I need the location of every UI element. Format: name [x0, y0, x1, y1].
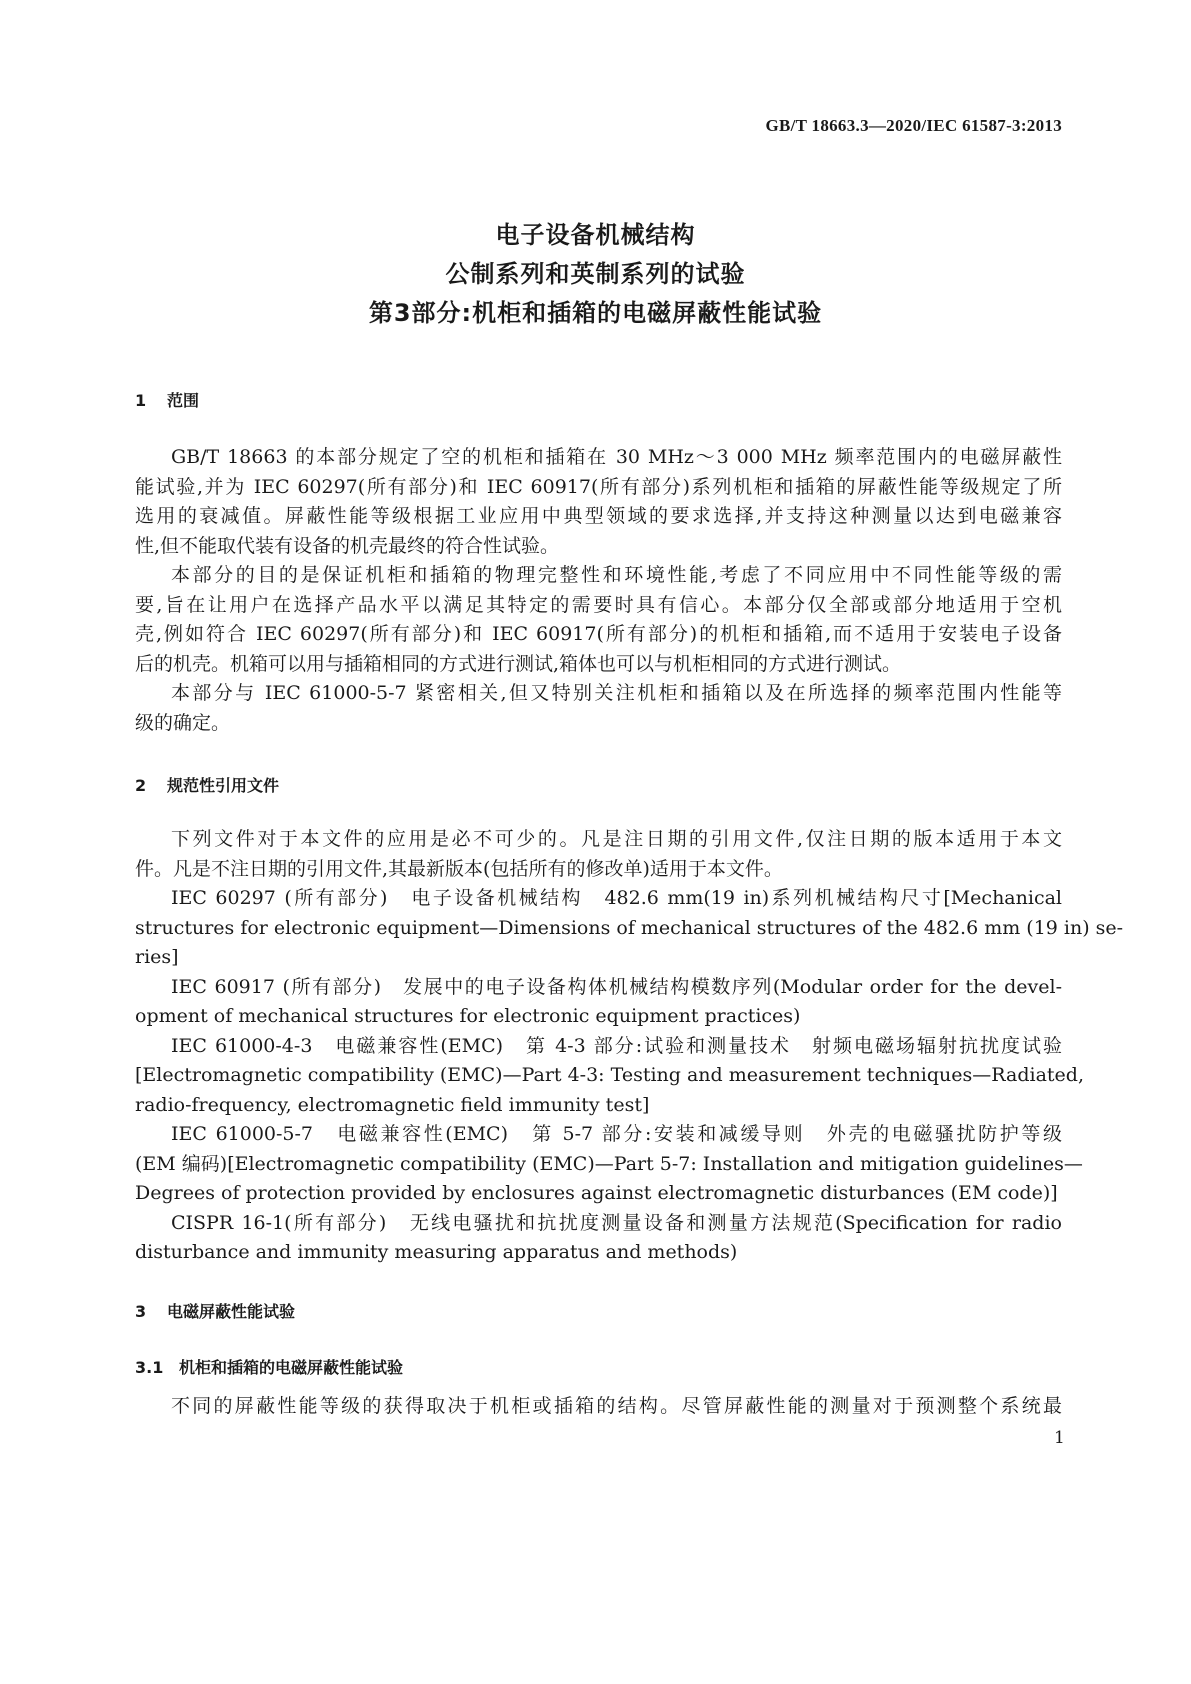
paragraph	[135, 1392, 1062, 1422]
section-heading-em-shielding-test	[135, 1299, 295, 1322]
text-line: IEC 61000-5-7 电磁兼容性(EMC) 第 5-7 部分:安装和减缓导则 外壳的电磁骚扰防护等级	[171, 1123, 1062, 1145]
text-line: 能试验,并为 IEC 60297(所有部分)和 IEC 60917(所有部分)系列机柜和插箱的屏蔽性能等级规定了所	[135, 475, 1062, 498]
paragraph	[135, 973, 1062, 1032]
text-line: 不同的屏蔽性能等级的获得取决于机柜或插箱的结构。尽管屏蔽性能的测量对于预测整个系统最	[171, 1395, 1062, 1417]
text-line: 级的确定。	[135, 711, 231, 734]
subsection-heading-3-1	[135, 1355, 403, 1378]
text-line: 后的机壳。机箱可以用与插箱相同的方式进行测试,箱体也可以与机柜相同的方式进行测试。	[135, 652, 902, 675]
text-line: 本部分与 IEC 61000-5-7 紧密相关,但又特别关注机柜和插箱以及在所选择的频率范围内性能等	[171, 682, 1062, 704]
paragraph	[135, 1032, 1084, 1121]
text-line: (EM 编码)[Electromagnetic compatibility (EMC)—Part 5-7: Installation and mitigation guidelines—	[135, 1152, 1083, 1175]
text-line: 性,但不能取代装有设备的机壳最终的符合性试验。	[135, 534, 560, 557]
paragraph	[135, 884, 1124, 973]
document-title-line-3: 第3部分:机柜和插箱的电磁屏蔽性能试验	[368, 299, 823, 327]
text-line: structures for electronic equipment—Dimensions of mechanical structures of the 482.6 mm (19 in) se-	[135, 916, 1124, 939]
paragraph	[135, 561, 1062, 679]
scope-body	[135, 443, 1062, 738]
text-line: 下列文件对于本文件的应用是必不可少的。凡是注日期的引用文件,仅注日期的版本适用于本文	[171, 828, 1062, 850]
text-line: radio-frequency, electromagnetic field immunity test]	[135, 1093, 650, 1116]
text-line: IEC 60297 (所有部分) 电子设备机械结构 482.6 mm(19 in)系列机械结构尺寸[Mechanical	[171, 887, 1062, 909]
text-line: IEC 61000-4-3 电磁兼容性(EMC) 第 4-3 部分:试验和测量技术 射频电磁场辐射抗扰度试验	[171, 1034, 1062, 1057]
text-line: Degrees of protection provided by enclosures against electromagnetic disturbances (EM code)]	[135, 1182, 1058, 1204]
section-number: 3.1	[135, 1358, 164, 1377]
text-line: [Electromagnetic compatibility (EMC)—Part 4-3: Testing and measurement techniques—Radiated,	[135, 1064, 1084, 1086]
text-line: ries]	[135, 946, 179, 968]
text-line: opment of mechanical structures for electronic equipment practices)	[135, 1005, 801, 1027]
text-line: 本部分的目的是保证机柜和插箱的物理完整性和环境性能,考虑了不同应用中不同性能等级的需	[171, 564, 1062, 586]
paragraph	[135, 443, 1062, 561]
subsection-3-1-body	[135, 1392, 1062, 1422]
standard-number: GB/T 18663.3—2020/IEC 61587-3:2013	[765, 116, 1062, 135]
text-line: disturbance and immunity measuring apparatus and methods)	[135, 1241, 738, 1263]
section-heading-scope	[135, 388, 199, 411]
text-line: 壳,例如符合 IEC 60297(所有部分)和 IEC 60917(所有部分)的机柜和插箱,而不适用于安装电子设备	[135, 623, 1062, 645]
section-title: 范围	[167, 391, 200, 410]
page-number: 1	[1054, 1428, 1065, 1448]
document-title-line-1: 电子设备机械结构	[495, 221, 696, 249]
text-line: IEC 60917 (所有部分) 发展中的电子设备构体机械结构模数序列(Modular order for the devel-	[171, 975, 1062, 998]
section-number: 1	[135, 391, 147, 410]
text-line: GB/T 18663 的本部分规定了空的机柜和插箱在 30 MHz～3 000 MHz 频率范围内的电磁屏蔽性	[171, 446, 1062, 468]
paragraph	[135, 679, 1062, 738]
text-line: CISPR 16-1(所有部分) 无线电骚扰和抗扰度测量设备和测量方法规范(Specification for radio	[171, 1211, 1062, 1234]
normative-references-body	[135, 825, 1124, 1268]
text-line: 选用的衰减值。屏蔽性能等级根据工业应用中典型领域的要求选择,并支持这种测量以达到电磁兼容	[135, 505, 1062, 527]
document-title-line-2: 公制系列和英制系列的试验	[445, 260, 746, 288]
section-heading-normative-references	[135, 773, 279, 796]
section-number: 2	[135, 776, 147, 795]
paragraph	[135, 825, 1062, 884]
text-line: 要,旨在让用户在选择产品水平以满足其特定的需要时具有信心。本部分仅全部或部分地适用于空机	[135, 593, 1062, 616]
paragraph	[135, 1209, 1062, 1268]
text-line: 件。凡是不注日期的引用文件,其最新版本(包括所有的修改单)适用于本文件。	[135, 857, 783, 880]
section-number: 3	[135, 1302, 147, 1321]
section-title: 机柜和插箱的电磁屏蔽性能试验	[179, 1358, 404, 1377]
paragraph	[135, 1120, 1083, 1209]
section-title: 电磁屏蔽性能试验	[167, 1302, 296, 1321]
section-title: 规范性引用文件	[167, 776, 280, 795]
